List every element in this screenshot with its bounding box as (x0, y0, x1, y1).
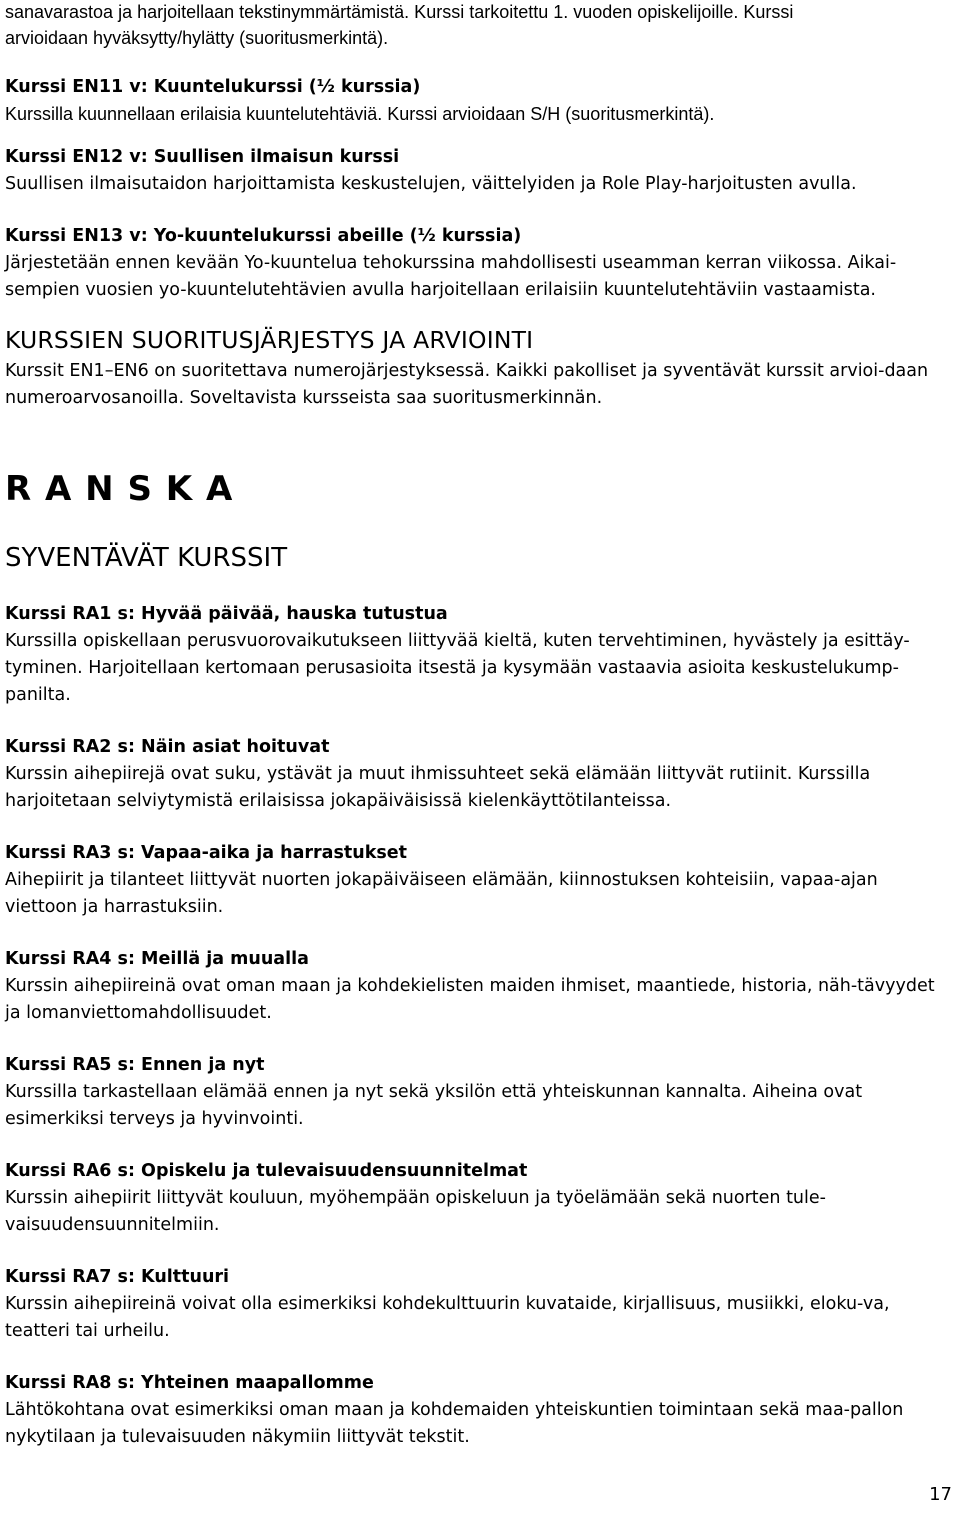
advanced-courses-heading: SYVENTÄVÄT KURSSIT (5, 543, 288, 573)
course-en11 (5, 74, 955, 128)
course-title: Kurssi RA2 s: Näin asiat hoituvat (5, 737, 330, 757)
course-description: Kurssilla kuunnellaan erilaisia kuuntelutehtäviä. Kurssi arvioidaan S/H (suoritusmerkintä). (5, 104, 715, 124)
course-en12 (5, 144, 955, 198)
course-description: Kurssilla opiskellaan perusvuorovaikutukseen liittyvää kieltä, kuten tervehtiminen, hyvästely ja esittäy-tyminen. Harjoitellaan kertomaan perusasioita itsestä ja kysymään vastaavia asioita keskustelukump-panilta. (5, 631, 910, 705)
course-ra5 (5, 1052, 955, 1133)
document-page (5, 0, 955, 1451)
course-description: Aihepiirit ja tilanteet liittyvät nuorten jokapäiväiseen elämään, kiinnostuksen kohteisiin, vapaa-ajan viettoon ja harrastuksiin. (5, 870, 878, 917)
course-title: Kurssi EN13 v: Yo-kuuntelukurssi abeille (½ kurssia) (5, 226, 522, 246)
course-title: Kurssi EN11 v: Kuuntelukurssi (½ kurssia) (5, 77, 421, 97)
course-title: Kurssi RA1 s: Hyvää päivää, hauska tutustua (5, 604, 448, 624)
assessment-heading: KURSSIEN SUORITUSJÄRJESTYS JA ARVIOINTI (5, 326, 534, 354)
course-title: Kurssi EN12 v: Suullisen ilmaisun kurssi (5, 147, 400, 167)
course-description: Järjestetään ennen kevään Yo-kuuntelua tehokurssina mahdollisesti useamman kerran viikossa. Aikai-sempien vuosien yo-kuuntelutehtävien avulla harjoitellaan erilaisiin kuuntelutehtäviin vastaamista. (5, 253, 897, 300)
intro-paragraph (5, 0, 955, 52)
course-ra7 (5, 1264, 955, 1345)
intro-line-1: sanavarastoa ja harjoitellaan tekstinymmärtämistä. Kurssi tarkoitettu 1. vuoden opiskelijoille. Kurssi (5, 2, 794, 22)
course-title: Kurssi RA8 s: Yhteinen maapallomme (5, 1373, 374, 1393)
assessment-text: Kurssit EN1–EN6 on suoritettava numerojärjestyksessä. Kaikki pakolliset ja syventävät kurssit arvioi-daan numeroarvosanoilla. Soveltavista kursseista saa suoritusmerkinnän. (5, 361, 929, 408)
course-ra6 (5, 1158, 955, 1239)
course-ra4 (5, 946, 955, 1027)
page-number: 17 (929, 1484, 952, 1505)
course-ra8 (5, 1370, 955, 1451)
course-description: Lähtökohtana ovat esimerkiksi oman maan ja kohdemaiden yhteiskuntien toimintaan sekä maa-pallon nykytilaan ja tulevaisuuden näkymiin liittyvät tekstit. (5, 1400, 904, 1447)
course-ra1 (5, 601, 955, 709)
course-description: Kurssin aihepiireinä voivat olla esimerkiksi kohdekulttuurin kuvataide, kirjallisuus, musiikki, eloku-va, teatteri tai urheilu. (5, 1294, 890, 1341)
course-title: Kurssi RA5 s: Ennen ja nyt (5, 1055, 265, 1075)
course-title: Kurssi RA7 s: Kulttuuri (5, 1267, 230, 1287)
course-description: Kurssin aihepiireinä ovat oman maan ja kohdekielisten maiden ihmiset, maantiede, historia, näh-tävyydet ja lomanviettomahdollisuudet. (5, 976, 935, 1023)
course-description: Suullisen ilmaisutaidon harjoittamista keskustelujen, väittelyiden ja Role Play-harjoitusten avulla. (5, 174, 857, 194)
course-title: Kurssi RA6 s: Opiskelu ja tulevaisuudensuunnitelmat (5, 1161, 528, 1181)
course-description: Kurssin aihepiirit liittyvät kouluun, myöhempään opiskeluun ja työelämään sekä nuorten tule-vaisuudensuunnitelmiin. (5, 1188, 826, 1235)
language-heading: R A N S K A (5, 469, 234, 509)
course-ra2 (5, 734, 955, 815)
course-en13 (5, 223, 955, 304)
intro-line-2: arvioidaan hyväksytty/hylätty (suoritusmerkintä). (5, 28, 389, 48)
course-title: Kurssi RA4 s: Meillä ja muualla (5, 949, 309, 969)
course-description: Kurssilla tarkastellaan elämää ennen ja nyt sekä yksilön että yhteiskunnan kannalta. Aiheina ovat esimerkiksi terveys ja hyvinvointi. (5, 1082, 863, 1129)
course-description: Kurssin aihepiirejä ovat suku, ystävät ja muut ihmissuhteet sekä elämään liittyvät rutiinit. Kurssilla harjoitetaan selviytymistä erilaisissa jokapäiväisissä kielenkäyttötilanteissa. (5, 764, 871, 811)
course-title: Kurssi RA3 s: Vapaa-aika ja harrastukset (5, 843, 407, 863)
course-ra3 (5, 840, 955, 921)
